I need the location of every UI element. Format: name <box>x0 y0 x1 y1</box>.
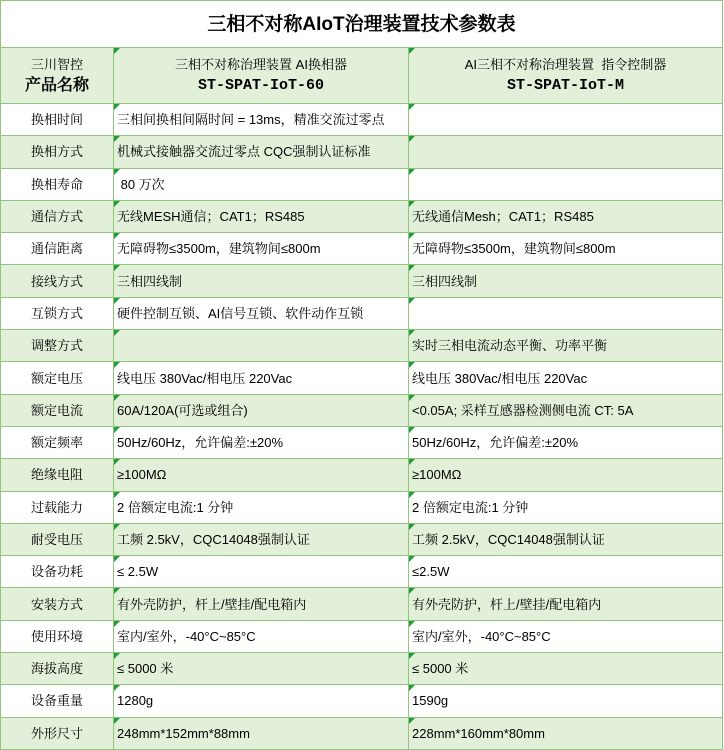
command-controller-value: ≥100MΩ <box>409 459 723 491</box>
command-controller-value: 50Hz/60Hz，允许偏差:±20% <box>409 427 723 459</box>
spec-label: 额定频率 <box>1 427 114 459</box>
spec-row <box>1 459 723 491</box>
ai-phase-changer-value: 50Hz/60Hz，允许偏差:±20% <box>114 427 409 459</box>
product-2-name: AI三相不对称治理装置 指令控制器 <box>464 56 667 72</box>
spec-row <box>1 653 723 685</box>
ai-phase-changer-value: ≤ 5000 米 <box>114 653 409 685</box>
ai-phase-changer-value <box>114 330 409 362</box>
ai-phase-changer-value: ≥100MΩ <box>114 459 409 491</box>
spec-row <box>1 362 723 394</box>
header-label-cell <box>1 48 114 104</box>
ai-phase-changer-value: 无线MESH通信；CAT1；RS485 <box>114 201 409 233</box>
spec-row <box>1 330 723 362</box>
ai-phase-changer-value: 80 万次 <box>114 169 409 201</box>
spec-label: 换相方式 <box>1 136 114 168</box>
spec-label: 额定电压 <box>1 362 114 394</box>
ai-phase-changer-value: 三相间换相间隔时间 = 13ms，精准交流过零点 <box>114 104 409 136</box>
command-controller-value: ≤2.5W <box>409 556 723 588</box>
spec-label: 互锁方式 <box>1 298 114 330</box>
ai-phase-changer-value: 三相四线制 <box>114 265 409 297</box>
command-controller-value: 工频 2.5kV，CQC14048强制认证 <box>409 524 723 556</box>
spec-row <box>1 621 723 653</box>
product-1-name: 三相不对称治理装置 AI换相器 <box>175 56 347 72</box>
spec-row <box>1 233 723 265</box>
spec-label: 设备重量 <box>1 685 114 717</box>
command-controller-value <box>409 298 723 330</box>
command-controller-value: 室内/室外，-40°C~85°C <box>409 621 723 653</box>
spec-row <box>1 718 723 750</box>
brand-name: 三川智控 <box>30 56 83 72</box>
command-controller-value <box>409 169 723 201</box>
product-2-header <box>409 48 723 104</box>
ai-phase-changer-value: 248mm*152mm*88mm <box>114 718 409 750</box>
ai-phase-changer-value: 室内/室外，-40°C~85°C <box>114 621 409 653</box>
spec-row <box>1 685 723 717</box>
command-controller-value: 无障碍物≤3500m，建筑物间≤800m <box>409 233 723 265</box>
ai-phase-changer-value: 有外壳防护，杆上/壁挂/配电箱内 <box>114 588 409 620</box>
command-controller-value: 2 倍额定电流:1 分钟 <box>409 492 723 524</box>
spec-label: 通信距离 <box>1 233 114 265</box>
command-controller-value: 1590g <box>409 685 723 717</box>
ai-phase-changer-value: 机械式接触器交流过零点 CQC强制认证标准 <box>114 136 409 168</box>
spec-row <box>1 556 723 588</box>
ai-phase-changer-value: ≤ 2.5W <box>114 556 409 588</box>
spec-label: 过载能力 <box>1 492 114 524</box>
spec-label: 外形尺寸 <box>1 718 114 750</box>
spec-row <box>1 104 723 136</box>
spec-row <box>1 201 723 233</box>
command-controller-value: <0.05A; 采样互感器检测侧电流 CT: 5A <box>409 395 723 427</box>
spec-label: 设备功耗 <box>1 556 114 588</box>
spec-label: 绝缘电阻 <box>1 459 114 491</box>
command-controller-value: ≤ 5000 米 <box>409 653 723 685</box>
spec-label: 换相寿命 <box>1 169 114 201</box>
ai-phase-changer-value: 1280g <box>114 685 409 717</box>
command-controller-value: 实时三相电流动态平衡、功率平衡 <box>409 330 723 362</box>
spec-row <box>1 136 723 168</box>
spec-label: 接线方式 <box>1 265 114 297</box>
spec-row <box>1 169 723 201</box>
spec-row <box>1 427 723 459</box>
command-controller-value: 三相四线制 <box>409 265 723 297</box>
spec-row <box>1 588 723 620</box>
ai-phase-changer-value: 线电压 380Vac/相电压 220Vac <box>114 362 409 394</box>
product-2-model: ST-SPAT-IoT-M <box>506 76 625 94</box>
ai-phase-changer-value: 无障碍物≤3500m，建筑物间≤800m <box>114 233 409 265</box>
header-row <box>1 48 723 104</box>
spec-label: 额定电流 <box>1 395 114 427</box>
ai-phase-changer-value: 60A/120A(可选或组合) <box>114 395 409 427</box>
spec-label: 通信方式 <box>1 201 114 233</box>
spec-row <box>1 298 723 330</box>
spec-label: 安装方式 <box>1 588 114 620</box>
command-controller-value: 无线通信Mesh；CAT1；RS485 <box>409 201 723 233</box>
spec-row <box>1 395 723 427</box>
command-controller-value <box>409 136 723 168</box>
ai-phase-changer-value: 工频 2.5kV，CQC14048强制认证 <box>114 524 409 556</box>
spec-label: 调整方式 <box>1 330 114 362</box>
spec-label: 换相时间 <box>1 104 114 136</box>
ai-phase-changer-value: 硬件控制互锁、AI信号互锁、软件动作互锁 <box>114 298 409 330</box>
command-controller-value: 线电压 380Vac/相电压 220Vac <box>409 362 723 394</box>
product-1-header <box>114 48 409 104</box>
command-controller-value <box>409 104 723 136</box>
product-name-label: 产品名称 <box>24 76 89 94</box>
title-row <box>1 1 723 48</box>
spec-row <box>1 524 723 556</box>
command-controller-value: 228mm*160mm*80mm <box>409 718 723 750</box>
spec-label: 使用环境 <box>1 621 114 653</box>
table-title: 三相不对称AIoT治理装置技术参数表 <box>1 1 723 48</box>
product-1-model: ST-SPAT-IoT-60 <box>197 76 325 94</box>
spec-row <box>1 492 723 524</box>
command-controller-value: 有外壳防护，杆上/壁挂/配电箱内 <box>409 588 723 620</box>
ai-phase-changer-value: 2 倍额定电流:1 分钟 <box>114 492 409 524</box>
spec-label: 海拔高度 <box>1 653 114 685</box>
spec-row <box>1 265 723 297</box>
spec-label: 耐受电压 <box>1 524 114 556</box>
